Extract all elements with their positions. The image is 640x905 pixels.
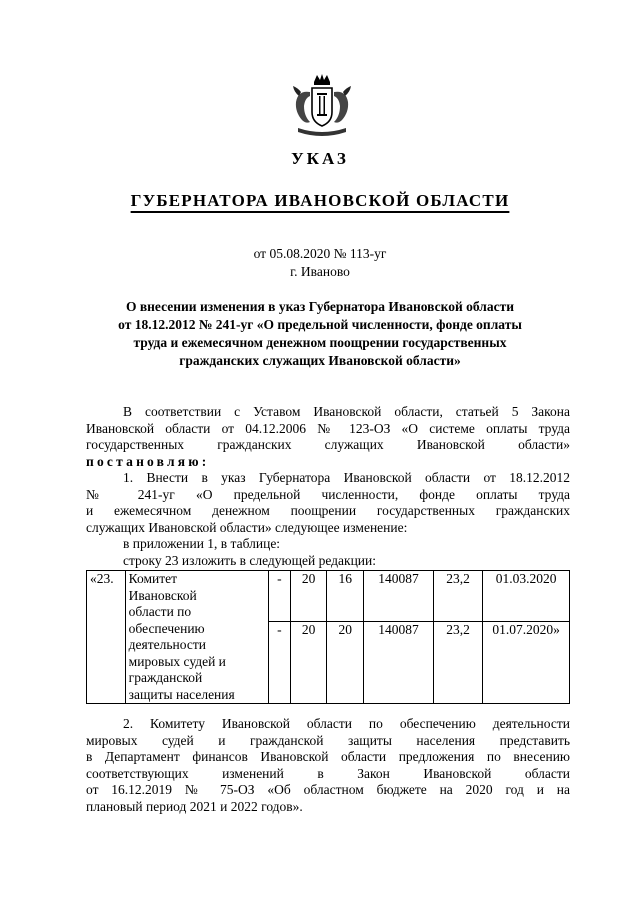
table-cell: 140087: [364, 622, 434, 704]
table-cell: 23,2: [434, 571, 483, 622]
organization-name: Комитет Ивановской области по обеспечению деятельности мировых судей и гражданской защиты населения: [125, 571, 268, 704]
coat-of-arms-icon: [290, 72, 354, 142]
document-subtitle: ГУБЕРНАТОРА ИВАНОВСКОЙ ОБЛАСТИ: [130, 191, 510, 210]
table-cell: 01.07.2020»: [483, 622, 570, 704]
table-cell: 20: [327, 622, 364, 704]
decree-item-2: 2. Комитету Ивановской области по обеспечению деятельности мировых судей и гражданской защиты населения представить в Департамент финансов Ивановской области предложения по внесению соответствующих изменений в Закон Ивановской области от 16.12.2019 № 75-ОЗ «Об областном бюджете на 2020 год и на плановый период 2021 и 2022 годов».: [86, 716, 570, 814]
table-cell: 20: [290, 622, 327, 704]
table-cell: 20: [290, 571, 327, 622]
table-row: [87, 571, 570, 622]
amendment-table: [86, 570, 570, 704]
table-cell: -: [268, 571, 290, 622]
table-cell: 01.03.2020: [483, 571, 570, 622]
table-cell: 23,2: [434, 622, 483, 704]
decree-preamble: В соответствии с Уставом Ивановской области, статьей 5 Закона Ивановской области от 04.12.2006 № 123-ОЗ «О системе оплаты труда государственных гражданских служащих Ивановской области» постановляю: 1. Внести в указ Губернатора Ивановской области от 18.12.2012 № 241-уг «О предельной численности, фонде оплаты труда и ежемесячном денежном поощрении государственных гражданских служащих Ивановской области» следующее изменение: в приложении 1, в таблице: строку 23 изложить в следующей редакции:: [86, 404, 570, 568]
decree-word: постановляю:: [86, 453, 210, 469]
table-cell: -: [268, 622, 290, 704]
table-cell: 16: [327, 571, 364, 622]
decree-subject: О внесении изменения в указ Губернатора Ивановской области от 18.12.2012 № 241-уг «О предельной численности, фонде оплаты труда и ежемесячном денежном поощрении государственных гражданских служащих Ивановской области»: [118, 299, 522, 368]
decree-city: г. Иваново: [290, 264, 350, 279]
table-cell: 140087: [364, 571, 434, 622]
row-number: «23.: [87, 571, 126, 704]
decree-date-number: от 05.08.2020 № 113-уг: [253, 246, 387, 261]
document-title: УКАЗ: [291, 149, 349, 168]
